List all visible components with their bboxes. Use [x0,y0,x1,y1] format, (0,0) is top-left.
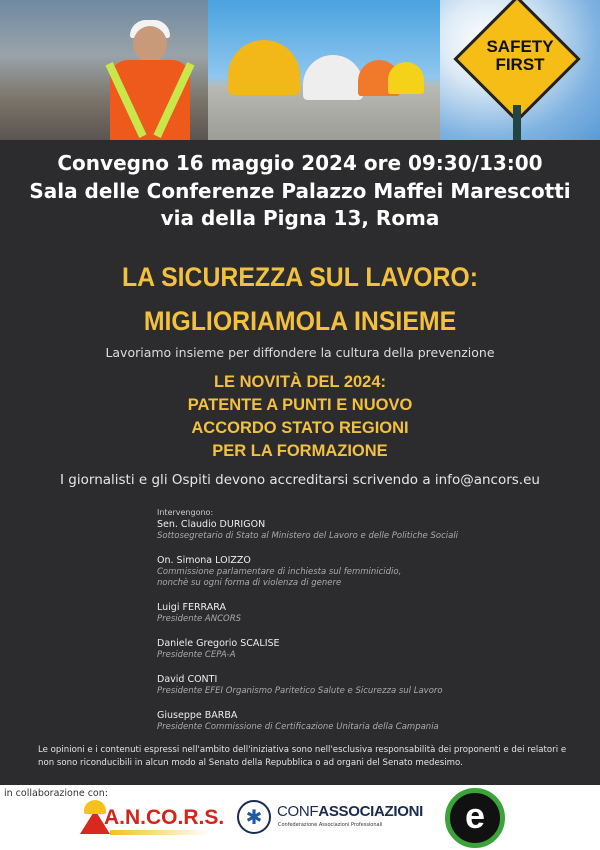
speakers-list [157,508,458,745]
speakers-intro: Intervengono: [157,508,214,517]
speaker [157,518,458,542]
star-emblem-icon: ✱ [237,800,271,834]
main-title [24,255,576,343]
title-line: LA SICUREZZA SUL LAVORO: [121,262,479,292]
speaker-role: Presidente CEPA-A [157,650,236,660]
efei-logo: e [445,788,505,848]
speaker-role: Presidente Commissione di Certificazione Unitaria della Campania [157,722,439,732]
speaker-name: David CONTI [157,674,218,685]
yellow-helmet [228,40,300,95]
collaboration-label: in collaborazione con: [4,788,108,799]
speaker-role: Sottosegretario di Stato al Ministero del Lavoro e delle Politiche Sociali [157,531,459,541]
speaker [157,637,458,661]
ancors-logo-text: A.N.CO.R.S. [104,806,225,829]
conf-part: CONF [277,803,319,820]
speaker-role: nonchè su ogni forma di violenza di genere [157,578,342,588]
speaker-name: Daniele Gregorio SCALISE [157,638,280,649]
speaker [157,673,458,697]
event-date: Convegno 16 maggio 2024 ore 09:30/13:00 [57,151,543,175]
confassociazioni-name [277,803,423,820]
worker-head [133,26,167,62]
speaker-role: Presidente ANCORS [157,614,242,624]
confassociazioni-tagline: Confederazione Associazioni Professionali [278,822,383,828]
logo-underline [110,830,210,835]
ancors-logo [80,800,225,838]
speaker-name: On. Simona LOIZZO [157,555,251,566]
speaker [157,554,458,589]
news-line: PER LA FORMAZIONE [212,442,388,460]
associazioni-part: ASSOCIAZIONI [318,803,424,820]
speaker [157,709,458,733]
news-line: LE NOVITÀ DEL 2024: [213,373,387,391]
small-yellow-helmet [388,62,424,94]
helmets-photo [208,0,440,140]
sign-pole [513,105,521,140]
speaker-name: Luigi FERRARA [157,602,226,613]
speaker [157,601,458,625]
worker-vest [110,60,190,140]
speaker-role: Presidente EFEI Organismo Paritetico Salute e Sicurezza sul Lavoro [157,686,443,696]
white-helmet [303,55,363,100]
event-venue: Sala delle Conferenze Palazzo Maffei Marescotti [29,178,571,203]
subtitle: Lavoriamo insieme per diffondere la cultura della prevenzione [105,345,495,360]
journalists-note: I giornalisti e gli Ospiti devono accreditarsi scrivendo a info@ancors.eu [60,472,540,488]
event-address: via della Pigna 13, Roma [160,206,440,230]
disclaimer: Le opinioni e i contenuti espressi nell'ambito dell'iniziativa sono nell'esclusiva responsabilità dei proponenti e dei relatori e non sono riconducibili in alcun modo al Senato della Repubblica o ad organi del Senato medesimo. [38,745,567,768]
news-line: PATENTE A PUNTI E NUOVO [187,396,413,414]
hardhat-icon [84,800,106,814]
event-details [0,150,600,233]
news-line: ACCORDO STATO REGIONI [191,419,409,437]
header-photo-band [0,0,600,140]
speaker-name: Sen. Claudio DURIGON [157,519,266,530]
safety-sign-text: SAFETY FIRST [486,37,554,74]
title-line: MIGLIORIAMOLA INSIEME [143,306,457,336]
speaker-name: Giuseppe BARBA [157,710,238,721]
confassociazioni-logo [237,800,424,836]
construction-site-photo [0,0,208,140]
news-heading [0,371,600,463]
speaker-role: Commissione parlamentare di inchiesta sul femminicidio, [157,567,402,577]
